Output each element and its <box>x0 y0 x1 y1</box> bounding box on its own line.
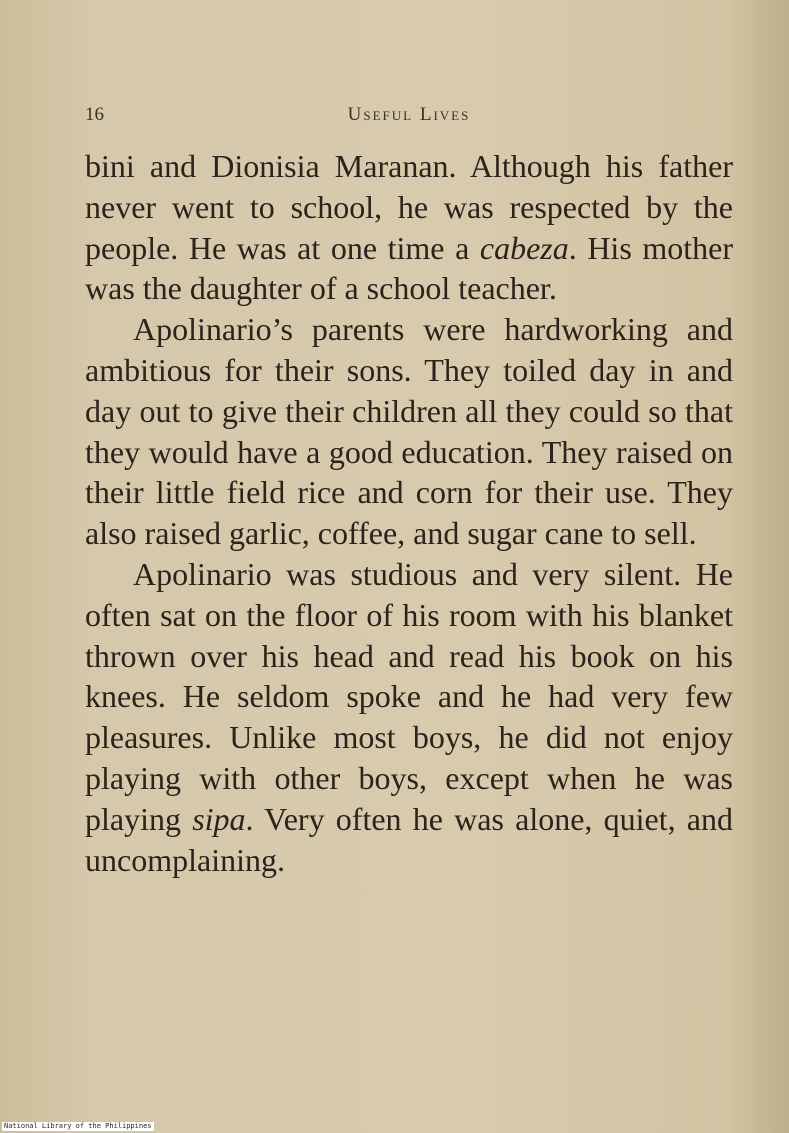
text-segment: bini and Dionisia Maranan. Although his father never went to school, he was respected by the people. He was at one time a <box>85 148 733 266</box>
source-footer: National Library of the Philippines <box>4 1122 152 1130</box>
text-segment: . Very often he was alone, quiet, and uncomplaining. <box>85 800 733 878</box>
italic-term-cabeza: cabeza <box>479 229 569 266</box>
text-segment: Apolinario’s parents were hardworking and ambitious for their sons. They toiled day in and day out to give their children all they could so that they would have a good education. They raised on their little field rice and corn for their use. They also raised garlic, coffee, and sugar cane to sell. <box>85 311 733 552</box>
text-segment: Apolinario was studious and very silent. He often sat on the floor of his room with his blanket thrown over his head and read his book on his knees. He seldom spoke and he had very few pleasures. Unlike most boys, he did not enjoy playing with other boys, except when he was playing <box>85 555 733 837</box>
body-text <box>85 146 733 880</box>
italic-term-sipa: sipa <box>192 800 246 837</box>
paragraph-3 <box>85 554 733 880</box>
text-segment: . His mother was the daughter of a school teacher. <box>85 229 734 307</box>
paragraph-1 <box>85 146 733 309</box>
page-number: 16 <box>85 104 104 125</box>
page-header <box>85 100 733 130</box>
running-title: Useful Lives <box>347 104 471 125</box>
paragraph-2 <box>85 309 733 554</box>
